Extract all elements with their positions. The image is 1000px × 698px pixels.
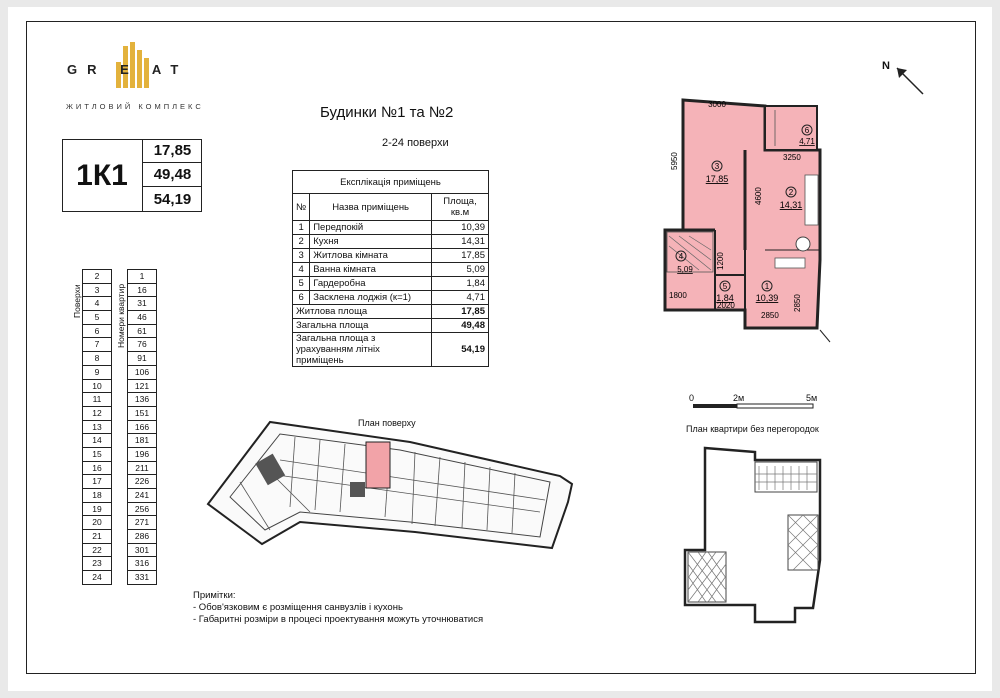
explication-table	[292, 170, 489, 367]
total-name: Житлова площа	[293, 305, 432, 319]
explication-row	[293, 291, 489, 305]
floor-cell: 15	[83, 448, 111, 462]
dim-2850-bottom: 2850	[761, 311, 779, 320]
apartment-number-cell: 271	[128, 516, 156, 530]
apartment-number-cell: 76	[128, 338, 156, 352]
row-name: Ванна кімната	[310, 263, 432, 277]
explication-title: Експлікація приміщень	[293, 171, 489, 194]
room-2-area: 14,31	[779, 200, 803, 210]
row-area: 14,31	[432, 235, 489, 249]
floors-label: Поверхи	[72, 284, 82, 318]
room-4-number: 4	[678, 252, 684, 261]
room-3-number: 3	[714, 162, 720, 171]
explication-row	[293, 249, 489, 263]
explication-total-row	[293, 333, 489, 367]
north-arrow-icon	[893, 64, 927, 98]
col-num-header: №	[293, 194, 310, 221]
floor-cell: 20	[83, 516, 111, 530]
room-5-number: 5	[722, 282, 728, 291]
apartment-number-cell: 256	[128, 503, 156, 517]
room-2-number: 2	[788, 188, 794, 197]
note-item-1: - Обов'язковим є розміщення санвузлів і кухонь	[193, 602, 403, 613]
floor-cell: 18	[83, 489, 111, 503]
dim-2020: 2020	[717, 301, 735, 310]
floor-cell: 17	[83, 475, 111, 489]
unit-area-total: 49,48	[143, 163, 202, 187]
col-area-header: Площа, кв.м	[432, 194, 489, 221]
apartment-number-cell: 226	[128, 475, 156, 489]
floor-cell: 24	[92, 572, 102, 583]
floor-cell: 7	[83, 338, 111, 352]
row-name: Передпокій	[310, 221, 432, 235]
floor-cell: 19	[83, 503, 111, 517]
row-num: 5	[293, 277, 310, 291]
explication-total-row	[293, 305, 489, 319]
total-name: Загальна площа	[293, 319, 432, 333]
scale-label-5m: 5м	[806, 393, 818, 403]
apartment-number-cell: 301	[128, 544, 156, 558]
scale-label-2m: 2м	[733, 393, 745, 403]
total-name: Загальна площа з урахуванням літніх приміщень	[293, 333, 432, 367]
explication-row	[293, 277, 489, 291]
apartment-number-cell: 241	[128, 489, 156, 503]
row-name: Гардеробна	[310, 277, 432, 291]
apartment-number-cell: 136	[128, 393, 156, 407]
row-area: 17,85	[432, 249, 489, 263]
floor-cell: 14	[83, 434, 111, 448]
floor-cell: 6	[83, 325, 111, 339]
dim-3000: 3000	[708, 100, 726, 109]
room-6-number: 6	[804, 126, 810, 135]
page-title: Будинки №1 та №2	[320, 104, 454, 121]
apartment-number-cell: 181	[128, 434, 156, 448]
notes-block	[193, 590, 483, 626]
floor-cell: 13	[83, 421, 111, 435]
apartment-number-cell: 61	[128, 325, 156, 339]
floor-cell: 21	[83, 530, 111, 544]
explication-total-row	[293, 319, 489, 333]
apartment-number-cell: 331	[134, 572, 150, 583]
row-name: Житлова кімната	[310, 249, 432, 263]
floor-cell: 9	[83, 366, 111, 380]
apartments-label: Номери квартир	[116, 283, 126, 348]
apartment-number-cell: 1	[128, 270, 156, 284]
room-3-area: 17,85	[705, 174, 729, 184]
dim-2850-side: 2850	[793, 294, 802, 312]
apartments-column	[127, 269, 157, 585]
row-area: 10,39	[432, 221, 489, 235]
row-area: 5,09	[432, 263, 489, 277]
dim-3250: 3250	[783, 153, 801, 162]
floor-cell: 11	[83, 393, 111, 407]
scale-label-0: 0	[689, 393, 695, 403]
floor-cell: 10	[83, 380, 111, 394]
row-num: 3	[293, 249, 310, 263]
total-area: 49,48	[432, 319, 489, 333]
floor-plan-title: План поверху	[358, 418, 416, 428]
floor-plan-drawing	[200, 412, 580, 552]
floor-cell: 12	[83, 407, 111, 421]
apartment-number-cell: 316	[128, 557, 156, 571]
apartment-number-cell: 16	[128, 284, 156, 298]
floor-cell: 3	[83, 284, 111, 298]
row-area: 4,71	[432, 291, 489, 305]
floor-cell: 16	[83, 462, 111, 476]
apartment-number-cell: 106	[128, 366, 156, 380]
room-1-number: 1	[764, 282, 770, 291]
apartment-number-cell: 286	[128, 530, 156, 544]
apartment-number-cell: 166	[128, 421, 156, 435]
row-num: 1	[293, 221, 310, 235]
plan-without-partitions-drawing	[675, 440, 835, 630]
row-name: Кухня	[310, 235, 432, 249]
dim-1200: 1200	[716, 252, 725, 270]
dim-1800: 1800	[669, 291, 687, 300]
floors-column	[82, 269, 112, 585]
apartment-number-cell: 46	[128, 311, 156, 325]
floor-cell: 5	[83, 311, 111, 325]
floor-cell: 4	[83, 297, 111, 311]
unit-code: 1К1	[62, 139, 143, 212]
row-num: 6	[293, 291, 310, 305]
floor-cell: 2	[83, 270, 111, 284]
notes-title: Примітки:	[193, 590, 236, 601]
row-area: 1,84	[432, 277, 489, 291]
unit-area-living: 17,85	[143, 139, 202, 163]
total-area: 17,85	[432, 305, 489, 319]
plan-without-partitions-caption: План квартири без перегородок	[686, 424, 819, 434]
highlighted-apartment	[366, 442, 390, 488]
floor-cell: 22	[83, 544, 111, 558]
row-num: 2	[293, 235, 310, 249]
dim-5950: 5950	[670, 152, 679, 170]
apartment-number-cell: 121	[128, 380, 156, 394]
logo-subtitle: ЖИТЛОВИЙ КОМПЛЕКС	[66, 102, 204, 111]
unit-area-with-summer: 54,19	[153, 190, 192, 208]
apartment-number-cell: 151	[128, 407, 156, 421]
apartment-number-cell: 211	[128, 462, 156, 476]
floor-cell: 8	[83, 352, 111, 366]
apartment-number-cell: 31	[128, 297, 156, 311]
apartment-number-cell: 91	[128, 352, 156, 366]
total-area: 54,19	[432, 333, 489, 367]
dim-4600: 4600	[754, 187, 763, 205]
explication-row	[293, 263, 489, 277]
explication-row	[293, 235, 489, 249]
floors-range: 2-24 поверхи	[382, 137, 449, 149]
room-1-area: 10,39	[755, 293, 779, 303]
explication-row	[293, 221, 489, 235]
row-num: 4	[293, 263, 310, 277]
logo-wordmark: GR E AT	[67, 62, 189, 77]
apartment-number-cell: 196	[128, 448, 156, 462]
row-name: Засклена лоджія (к=1)	[310, 291, 432, 305]
room-4-area: 5,09	[677, 265, 693, 274]
north-label: N	[882, 60, 890, 72]
room-6-area: 4,71	[799, 137, 815, 146]
floor-cell: 23	[83, 557, 111, 571]
room-5-area: 1,84	[716, 293, 734, 303]
note-item-2: - Габаритні розміри в процесі проектування можуть уточнюватися	[193, 614, 484, 625]
col-name-header: Назва приміщень	[310, 194, 432, 221]
apartment-plan-drawing	[655, 80, 835, 350]
scale-bar	[690, 402, 820, 412]
